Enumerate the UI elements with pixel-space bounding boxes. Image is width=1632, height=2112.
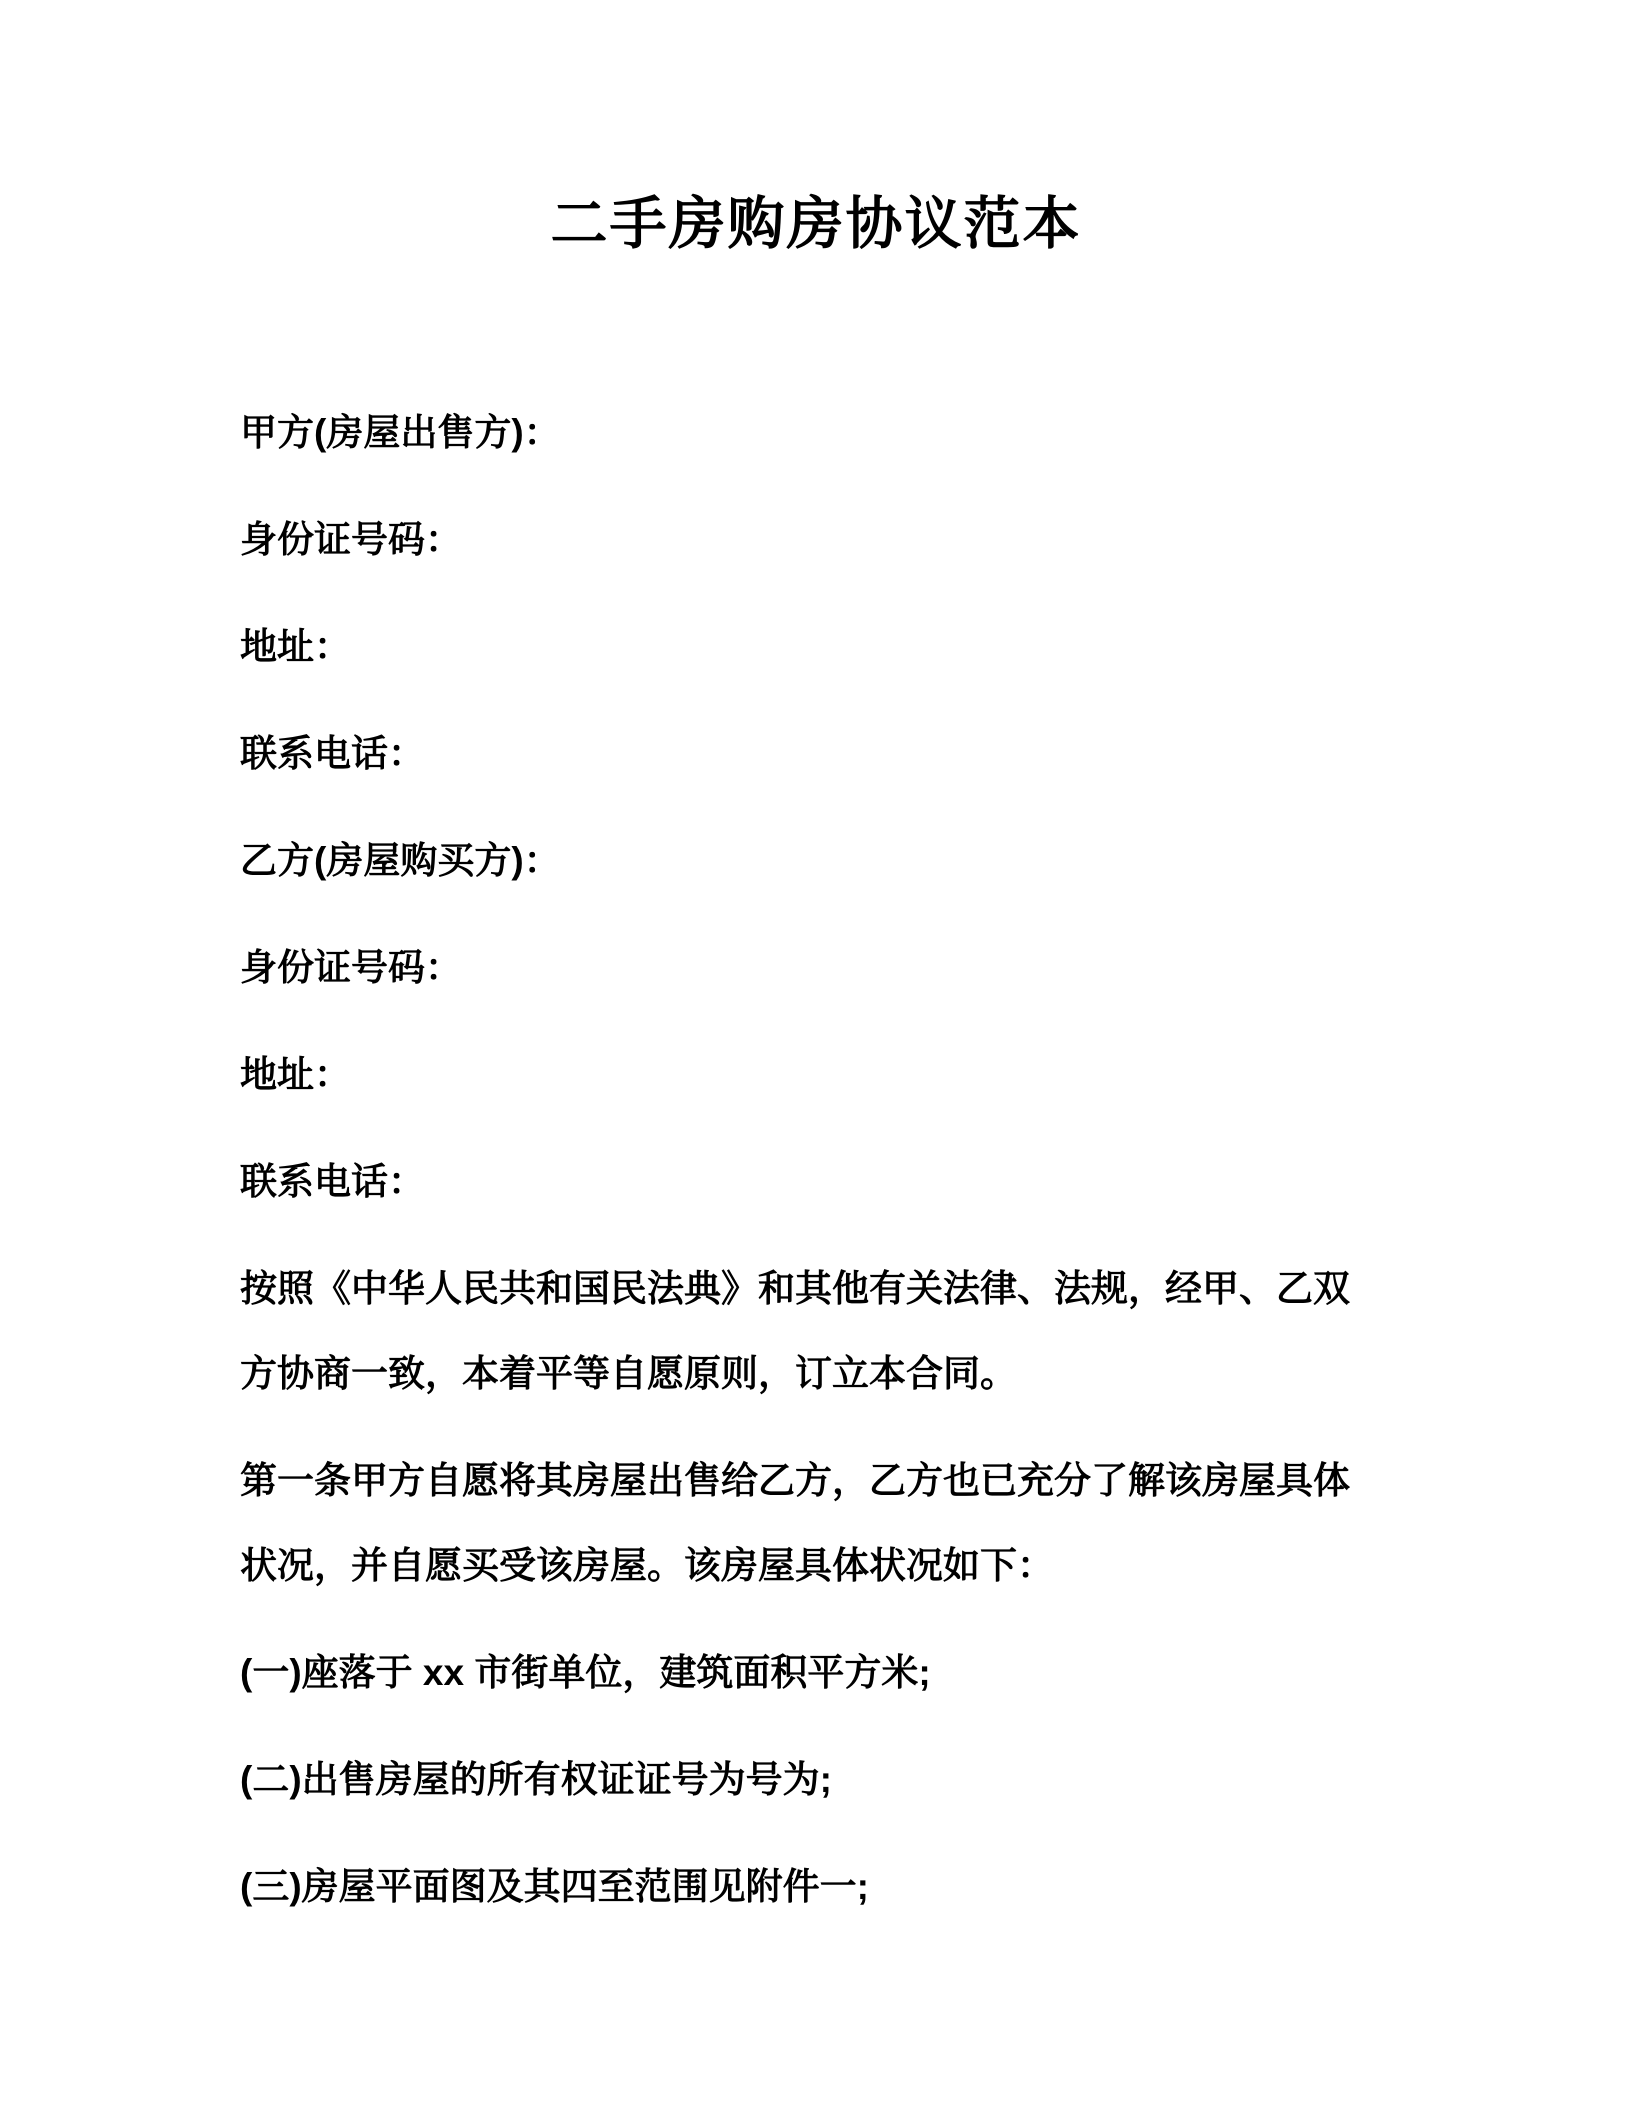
clause-1-line-1: 第一条甲方自愿将其房屋出售给乙方，乙方也已充分了解该房屋具体 (240, 1460, 1350, 1501)
document-title: 二手房购房协议范本 (550, 192, 1082, 256)
clause-1-line-2: 状况，并自愿买受该房屋。该房屋具体状况如下： (240, 1545, 1054, 1586)
preamble-paragraph (240, 1246, 1392, 1416)
preamble-line-1: 按照《中华人民共和国民法典》和其他有关法律、法规，经甲、乙双 (240, 1268, 1350, 1309)
party-a-name-label: 甲方(房屋出售方)： (240, 412, 561, 453)
clause-1-item-1: (一)座落于 xx 市街单位，建筑面积平方米; (240, 1652, 931, 1693)
clause-1-item-3: (三)房屋平面图及其四至范围见附件一; (240, 1866, 869, 1907)
party-b-id-label: 身份证号码： (240, 947, 462, 988)
party-b-address-label: 地址： (240, 1054, 351, 1095)
preamble-line-2: 方协商一致，本着平等自愿原则，订立本合同。 (240, 1353, 1017, 1394)
clause-1-item-2: (二)出售房屋的所有权证证号为号为; (240, 1759, 832, 1800)
party-b-name-label: 乙方(房屋购买方)： (240, 840, 561, 881)
party-a-address-label: 地址： (240, 626, 351, 667)
document-content (0, 190, 1632, 2112)
party-b-phone-label: 联系电话： (240, 1161, 425, 1202)
party-a-id-label: 身份证号码： (240, 519, 462, 560)
clause-1-paragraph (240, 1438, 1392, 1608)
party-a-phone-label: 联系电话： (240, 733, 425, 774)
